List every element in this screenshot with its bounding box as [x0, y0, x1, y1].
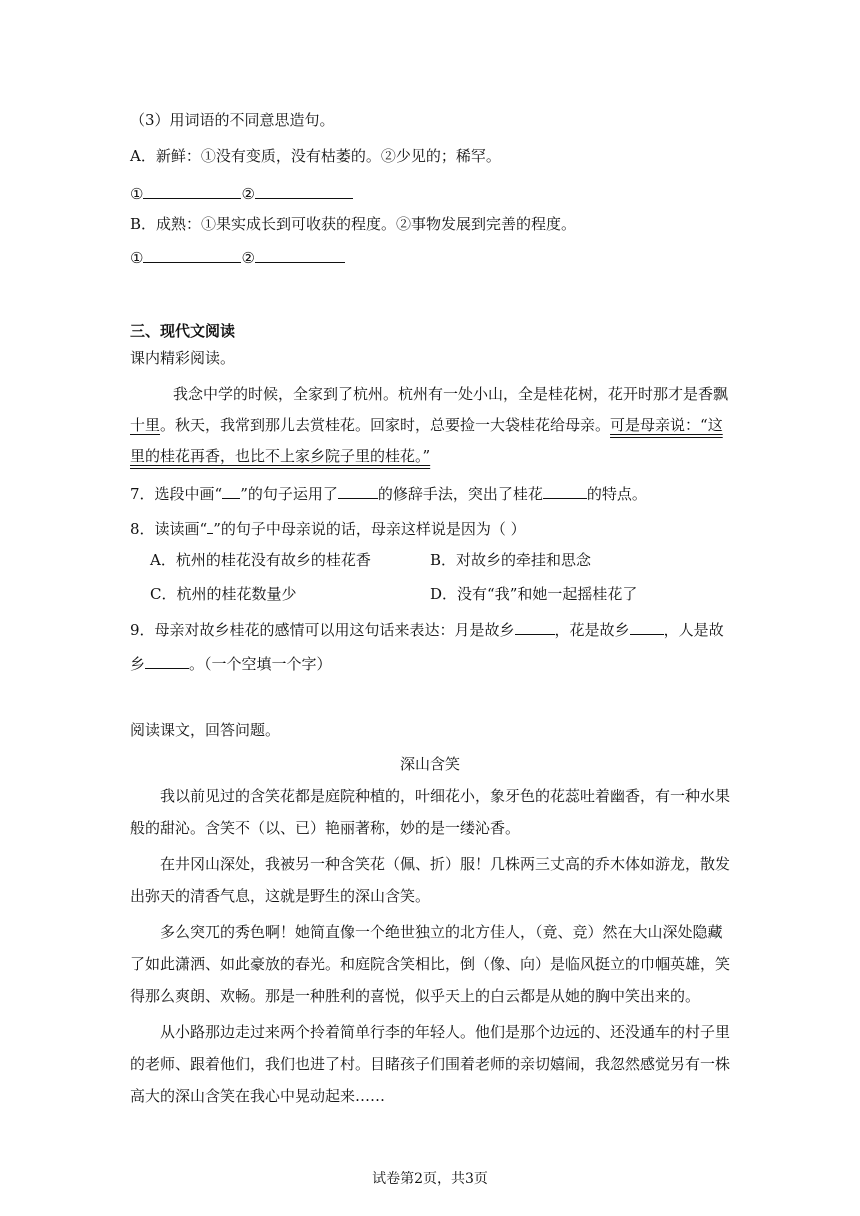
p3-line-2: 了如此潇洒、如此豪放的春光。和庭院含笑相比，倒（像、向）是临风挺立的巾帼英雄，笑 — [130, 955, 731, 973]
blank-a1[interactable] — [143, 182, 241, 199]
option-c[interactable]: C．杭州的桂花数量少 — [150, 585, 297, 603]
circle-1: ① — [130, 249, 144, 267]
reading-intro: 课内精彩阅读。 — [130, 349, 236, 367]
q7-text: 7．选段中画“ — [130, 485, 223, 503]
passage-text: 。秋天，我常到那儿去赏桂花。回家时，总要捡一大袋桂花给母亲。 — [160, 416, 611, 434]
q9-text: ，花是故乡 — [554, 621, 630, 639]
p4-line-1: 从小路那边走过来两个拎着简单行李的年轻人。他们是那个边远的、还没通车的村子里 — [160, 1023, 731, 1041]
reading-2-intro: 阅读课文，回答问题。 — [130, 721, 281, 739]
option-d[interactable]: D．没有“我”和她一起摇桂花了 — [430, 585, 638, 603]
q7-text: ”的句子运用了 — [240, 485, 338, 503]
q7-text: 的修辞手法，突出了桂花 — [377, 485, 543, 503]
option-a[interactable]: A．杭州的桂花没有故乡的桂花香 — [150, 551, 371, 569]
p2-line-2: 出弥天的清香气息，这就是野生的深山含笑。 — [130, 887, 431, 905]
mother-quote-start: 可是母亲说：“这 — [610, 416, 723, 434]
p2-line-1: 在井冈山深处，我被另一种含笑花（佩、折）服！几株两三丈高的乔木体如游龙，散发 — [160, 855, 731, 873]
p4-line-2: 的老师、跟着他们，我们也进了村。目睹孩子们围着老师的亲切嬉闹，我忽然感觉另有一株 — [130, 1055, 731, 1073]
blank-q7-2[interactable] — [543, 482, 587, 499]
q9-text: ，人是故 — [663, 621, 724, 639]
q9-text: 乡 — [130, 655, 146, 673]
passage-line-3 — [130, 446, 430, 466]
answer-line-a — [130, 182, 353, 204]
question-7 — [130, 482, 647, 504]
question-9-line-2 — [130, 652, 332, 674]
q7-text: 的特点。 — [586, 485, 647, 503]
blank-q9-1[interactable] — [515, 618, 555, 635]
mother-quote-end: 里的桂花再香，也比不上家乡院子里的桂花。” — [130, 447, 431, 465]
blank-a2[interactable] — [255, 182, 353, 199]
word-b-definition: B．成熟：①果实成长到可收获的程度。②事物发展到完善的程度。 — [130, 215, 577, 233]
q3-title: （3）用词语的不同意思造句。 — [130, 111, 335, 129]
circle-2: ② — [241, 249, 255, 267]
q8-text: 8．读读画“ — [130, 520, 208, 538]
q8-text: ”的句子中母亲说的话，母亲这样说是因为（ ） — [213, 520, 526, 538]
p3-line-1: 多么突兀的秀色啊！她简直像一个绝世独立的北方佳人，（竟、竞）然在大山深处隐藏 — [160, 923, 723, 941]
blank-q7-1[interactable] — [338, 482, 378, 499]
q9-text: 9．母亲对故乡桂花的感情可以用这句话来表达：月是故乡 — [130, 621, 515, 639]
circle-2: ② — [241, 185, 255, 203]
blank-b2[interactable] — [255, 246, 345, 263]
p3-line-3: 得那么爽朗、欢畅。那是一种胜利的喜悦，似乎天上的白云都是从她的胸中笑出来的。 — [130, 987, 701, 1005]
blank-q9-2[interactable] — [630, 618, 664, 635]
underlined-phrase: 十里 — [130, 416, 161, 434]
passage-line-1: 我念中学的时候，全家到了杭州。杭州有一处小山，全是桂花树，花开时那才是香飘 — [173, 385, 729, 403]
p1-line-1: 我以前见过的含笑花都是庭院种植的，叶细花小，象牙色的花蕊吐着幽香，有一种水果 — [160, 787, 731, 805]
question-8 — [130, 517, 526, 539]
article-title: 深山含笑 — [399, 755, 460, 773]
circle-1: ① — [130, 185, 144, 203]
blank-b1[interactable] — [143, 246, 241, 263]
answer-line-b — [130, 246, 345, 268]
question-9-line-1 — [130, 618, 724, 640]
option-b[interactable]: B．对故乡的牵挂和思念 — [430, 551, 592, 569]
passage-line-2 — [130, 415, 723, 435]
blank-q9-3[interactable] — [145, 652, 189, 669]
q9-text: 。（一个空填一个字） — [189, 655, 332, 673]
section-heading: 三、现代文阅读 — [130, 322, 236, 340]
p1-line-2: 般的甜沁。含笑不（以、已）艳丽著称，妙的是一缕沁香。 — [130, 819, 521, 837]
word-a-definition: A．新鲜：①没有变质，没有枯萎的。②少见的；稀罕。 — [130, 147, 501, 165]
page-footer: 试卷第2页，共3页 — [372, 1171, 488, 1187]
p4-line-3: 高大的深山含笑在我心中晃动起来…… — [130, 1087, 386, 1105]
underline-mark — [222, 482, 240, 499]
